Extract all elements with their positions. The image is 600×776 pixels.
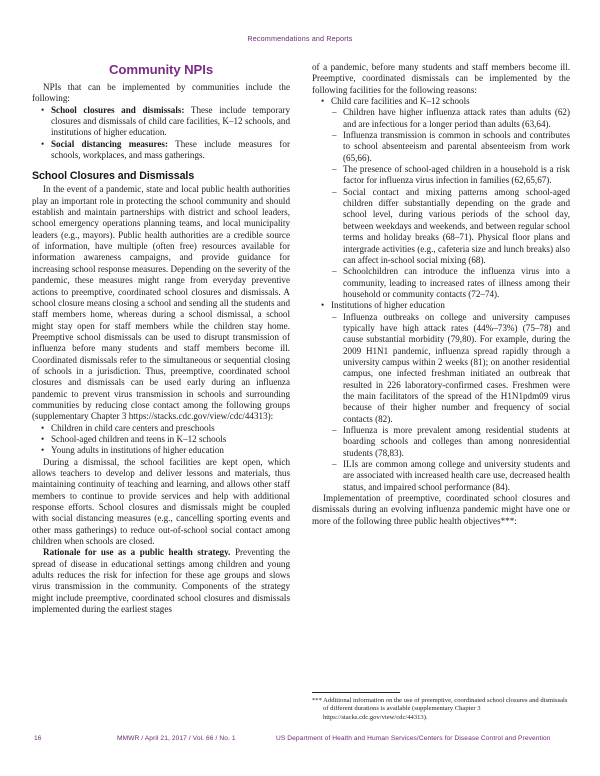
list-item-text: These include measures for schools, workplaces, and mass gatherings. — [51, 138, 290, 161]
facility-group-list — [312, 96, 570, 107]
list-item — [32, 434, 290, 445]
footnote-marker: *** — [312, 696, 322, 704]
bullet-icon: • — [321, 96, 325, 107]
list-item — [32, 423, 290, 434]
list-item-text: Social contact and mixing patterns among school-aged children differ substantially depending on the grade and school level, during various periods of the school day, between weekdays and weekends, and between regular school terms and holiday breaks (68–71). Physical floor plans and intergrade activities (e.g., cafeteria size and lunch breaks) also can affect in-school social mixing (68). — [343, 186, 570, 265]
agency-attribution: US Department of Health and Human Services/Centers for Disease Control and Prevention — [276, 735, 551, 742]
dash-icon: – — [332, 266, 337, 277]
footnote-text — [312, 697, 570, 722]
paragraph-rationale-text: Preventing the spread of disease in educational settings among children and young adults reduces the risk for infection for these age groups and slows virus transmission in the community. Components of the strategy might include preemptive, coordinated school closures and dismissals implemented during the earliest stages — [32, 547, 290, 615]
journal-citation: MMWR / April 21, 2017 / Vol. 66 / No. 1 — [117, 735, 236, 742]
page-title: Community NPIs — [108, 62, 214, 77]
dash-icon: – — [332, 130, 337, 141]
community-npi-bullet-list — [32, 105, 290, 162]
footnote-divider — [312, 692, 400, 693]
paragraph-continuation: of a pandemic, before many students and staff members become ill. Preemptive, coordinated dismissals can be implemented by the following facilities for the following reasons: — [312, 62, 570, 95]
page-footer — [0, 735, 600, 749]
list-item-text: Children in child care centers and preschools — [51, 422, 215, 433]
facility-group-heading: Institutions of higher education — [331, 300, 445, 311]
list-item-lead: School closures and dismissals: — [51, 104, 185, 115]
list-item-text: The presence of school-aged children in a household is a risk factor for influenza virus infection in families (62,65,67). — [343, 164, 570, 186]
list-item-text: Children have higher influenza attack rates than adults (62) and are infectious for a longer period than adults (63,64). — [343, 107, 570, 129]
list-item — [312, 164, 570, 187]
paragraph-rationale-lead: Rationale for use as a public health strategy. — [43, 547, 231, 558]
list-item-lead: Social distancing measures: — [51, 138, 169, 149]
subsection-heading: School Closures and Dismissals — [32, 170, 195, 183]
list-item — [32, 445, 290, 456]
list-item — [312, 130, 570, 164]
list-item — [312, 459, 570, 493]
list-item-text: These include temporary closures and dismissals of child care facilities, K–12 schools, and institutions of higher education. — [51, 104, 290, 138]
list-item — [312, 266, 570, 300]
facility-group-list-2 — [312, 300, 570, 311]
footnote-block — [312, 692, 570, 722]
page-number: 16 — [34, 735, 42, 742]
higher-education-reason-list — [312, 312, 570, 494]
bullet-icon: • — [321, 300, 325, 311]
group-bullet-list — [32, 423, 290, 457]
bullet-icon: • — [41, 445, 45, 456]
list-item — [312, 425, 570, 459]
list-item — [312, 300, 570, 311]
list-item-text: Influenza is more prevalent among residential students at boarding schools and colleges than among nonresidential students (78,83). — [343, 425, 570, 458]
list-item — [32, 139, 290, 162]
dash-icon: – — [332, 107, 337, 118]
list-item-text: Young adults in institutions of higher education — [51, 445, 224, 456]
running-head: Recommendations and Reports — [247, 34, 353, 43]
list-item-text: ILIs are common among college and university students and are associated with increased health care use, decreased health status, and impaired school performance (84). — [343, 459, 570, 492]
paragraph-rationale — [32, 547, 290, 615]
two-column-body — [32, 62, 570, 722]
list-item — [312, 312, 570, 425]
list-item — [312, 107, 570, 130]
list-item — [32, 105, 290, 139]
child-care-reason-list — [312, 107, 570, 300]
paragraph-school-closures: In the event of a pandemic, state and local public health authorities play an important role in protecting the school community and should establish and maintain partnerships with district and school leaders, school emergency operations planning teams, and local municipality leaders (e.g., mayors). Public health authorities are a credible source of information, have multiple (often free) resources available for information awareness campaigns, and provide guidance for increasing school response measures. Depending on the severity of the pandemic, these measures might range from everyday preventive actions to preemptive, coordinated school closures and dismissals. A school closure means closing a school and sending all the students and staff members home, whereas during a school dismissal, a school might stay open for staff members while the children stay home. Preemptive school dismissals can be used to disrupt transmission of influenza before many students and staff members become ill. Coordinated dismissals refer to the simultaneous or sequential closing of schools in a jurisdiction. Thus, preemptive, coordinated school closures and dismissals can be used early during an influenza pandemic to prevent virus transmission in schools and surrounding communities by reducing close contact among the following groups (supplementary Chapter 3 https://stacks.cdc.gov/view/cdc/44313): — [32, 184, 290, 422]
list-item-text: Schoolchildren can introduce the influenza virus into a community, leading to increased rates of illness among their household or community contacts (72–74). — [343, 266, 570, 299]
dash-icon: – — [332, 186, 337, 197]
list-item — [312, 96, 570, 107]
list-item-text: School-aged children and teens in K–12 schools — [51, 433, 227, 444]
dash-icon: – — [332, 459, 337, 470]
dash-icon: – — [332, 311, 337, 322]
facility-group-heading: Child care facilities and K–12 schools — [331, 96, 470, 107]
list-item-text: Influenza transmission is common in schools and contributes to school absenteeism and parental absenteeism from work (65,66). — [343, 130, 570, 163]
bullet-icon: • — [41, 422, 45, 433]
bullet-icon: • — [41, 433, 45, 444]
paragraph-closing: Implementation of preemptive, coordinated school closures and dismissals during an evolving influenza pandemic might have one or more of the following three public health objectives***: — [312, 493, 570, 526]
right-column — [312, 62, 570, 722]
bullet-icon: • — [41, 138, 45, 149]
intro-paragraph: NPIs that can be implemented by communities include the following: — [32, 82, 290, 104]
dash-icon: – — [332, 164, 337, 175]
left-column — [32, 62, 290, 722]
dash-icon: – — [332, 425, 337, 435]
list-item-text: Influenza outbreaks on college and university campuses typically have high attack rates (44%–73%) (75–78) and cause substantial morbidity (79,80). For example, during the 2009 H1N1 pandemic, influenza spread rapidly through a university campus within 2 weeks (81); on another residential campus, one infected freshman initiated an outbreak that resulted in 226 laboratory-confirmed cases. Freshmen were the main facilitators of the spread of the H1N1pdm09 virus because of their higher number and frequency of social contacts (82). — [343, 311, 570, 424]
footnote-body: Additional information on the use of preemptive, coordinated school closures and dismissals of different durations is available (supplementary Chapter 3 https://stacks.cdc.gov/view/cdc/44313). — [321, 696, 568, 721]
list-item — [312, 187, 570, 266]
bullet-icon: • — [41, 104, 45, 115]
paragraph-dismissal-operations: During a dismissal, the school facilities are kept open, which allows teachers to develop and deliver lessons and materials, thus maintaining continuity of teaching and learning, and allows other staff members to continue to provide services and help with additional response efforts. School closures and dismissals might be coupled with social distancing measures (e.g., cancelling sporting events and other mass gatherings) to reduce out-of-school social contact among children when schools are closed. — [32, 456, 290, 547]
